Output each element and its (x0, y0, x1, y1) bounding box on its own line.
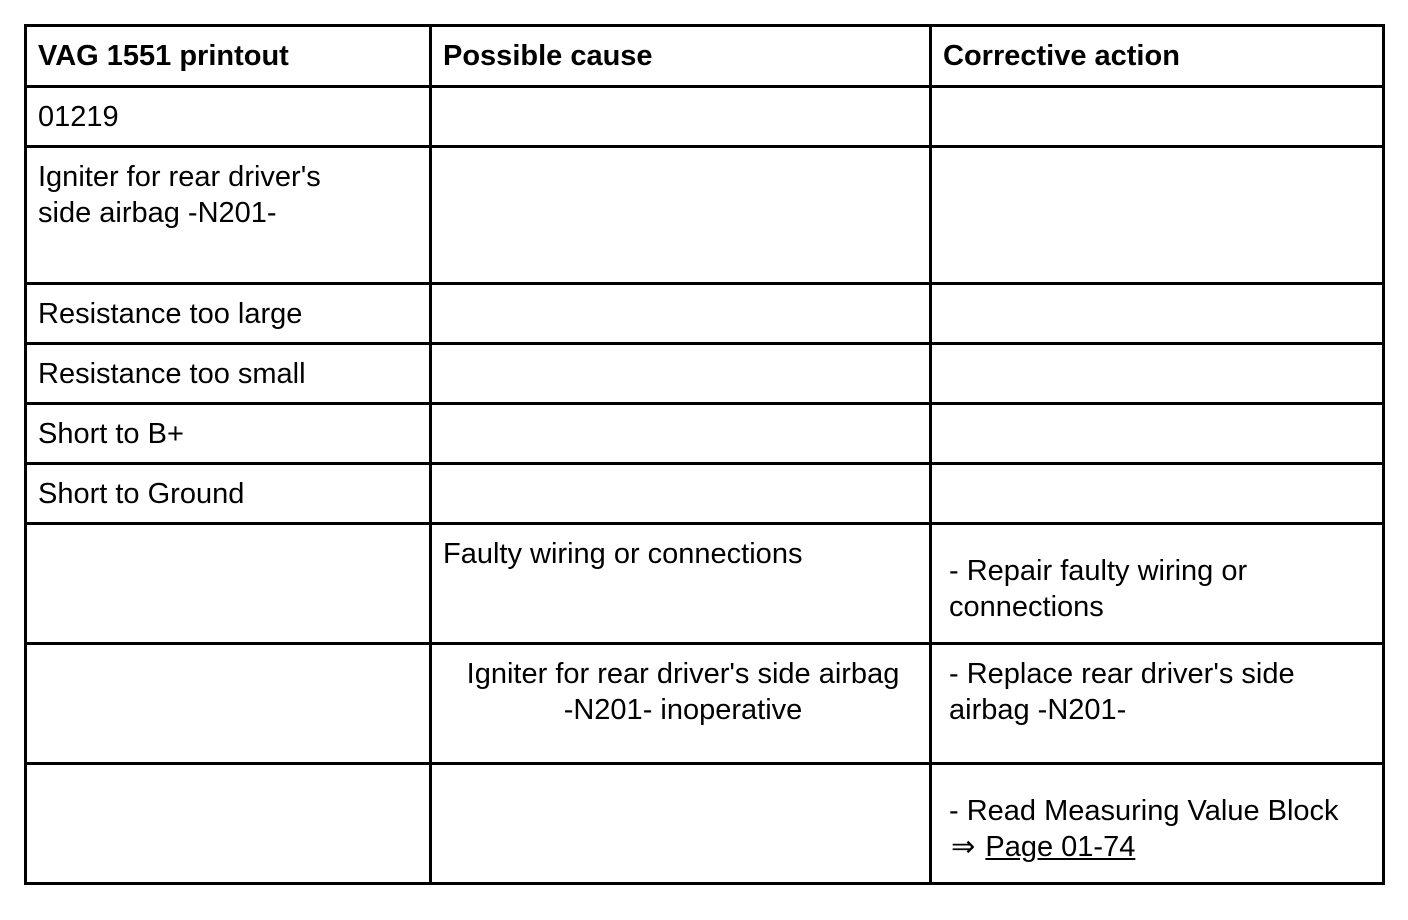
action-cell (931, 404, 1384, 464)
printout-cell (26, 147, 431, 284)
printout-cell (26, 644, 431, 764)
fault-table (24, 24, 1385, 885)
action-cell (931, 764, 1384, 884)
table-row (26, 147, 1384, 284)
printout-cell (26, 524, 431, 644)
header-possible-cause: Possible cause (431, 26, 931, 87)
printout-cell: Short to B+ (26, 404, 431, 464)
page-link[interactable]: Page 01-74 (985, 831, 1136, 863)
arrow-right-icon: ⇒ (951, 831, 976, 863)
cause-cell (431, 464, 931, 524)
table-row (26, 284, 1384, 344)
action-cell (931, 147, 1384, 284)
cause-cell (431, 147, 931, 284)
action-text: - Replace rear driver's side airbag -N201- (949, 658, 1295, 726)
action-cell (931, 284, 1384, 344)
action-text-wrap (943, 776, 1349, 865)
action-cell (931, 644, 1384, 764)
cause-cell (431, 404, 931, 464)
printout-cell (26, 764, 431, 884)
cause-text: Igniter for rear driver's side airbag -N201- inoperative (466, 658, 900, 726)
header-printout: VAG 1551 printout (26, 26, 431, 87)
table-header-row (26, 26, 1384, 87)
table-row (26, 644, 1384, 764)
cause-cell (431, 284, 931, 344)
printout-cell: Resistance too small (26, 344, 431, 404)
cause-cell (431, 644, 931, 764)
action-text: - Read Measuring Value Block (949, 795, 1339, 827)
table-row (26, 764, 1384, 884)
printout-text: Igniter for rear driver's side airbag -N201- (38, 161, 321, 229)
action-cell (931, 87, 1384, 147)
table-row (26, 524, 1384, 644)
printout-cell: Resistance too large (26, 284, 431, 344)
action-cell (931, 344, 1384, 404)
cause-cell (431, 764, 931, 884)
header-corrective-action: Corrective action (931, 26, 1384, 87)
table-row (26, 404, 1384, 464)
printout-cell: Short to Ground (26, 464, 431, 524)
action-text: - Repair faulty wiring or connections (949, 555, 1248, 623)
cause-cell (431, 87, 931, 147)
action-cell (931, 464, 1384, 524)
table-row (26, 464, 1384, 524)
table-row (26, 344, 1384, 404)
printout-cell: 01219 (26, 87, 431, 147)
action-cell (931, 524, 1384, 644)
table-row (26, 87, 1384, 147)
cause-cell: Faulty wiring or connections (431, 524, 931, 644)
cause-cell (431, 344, 931, 404)
